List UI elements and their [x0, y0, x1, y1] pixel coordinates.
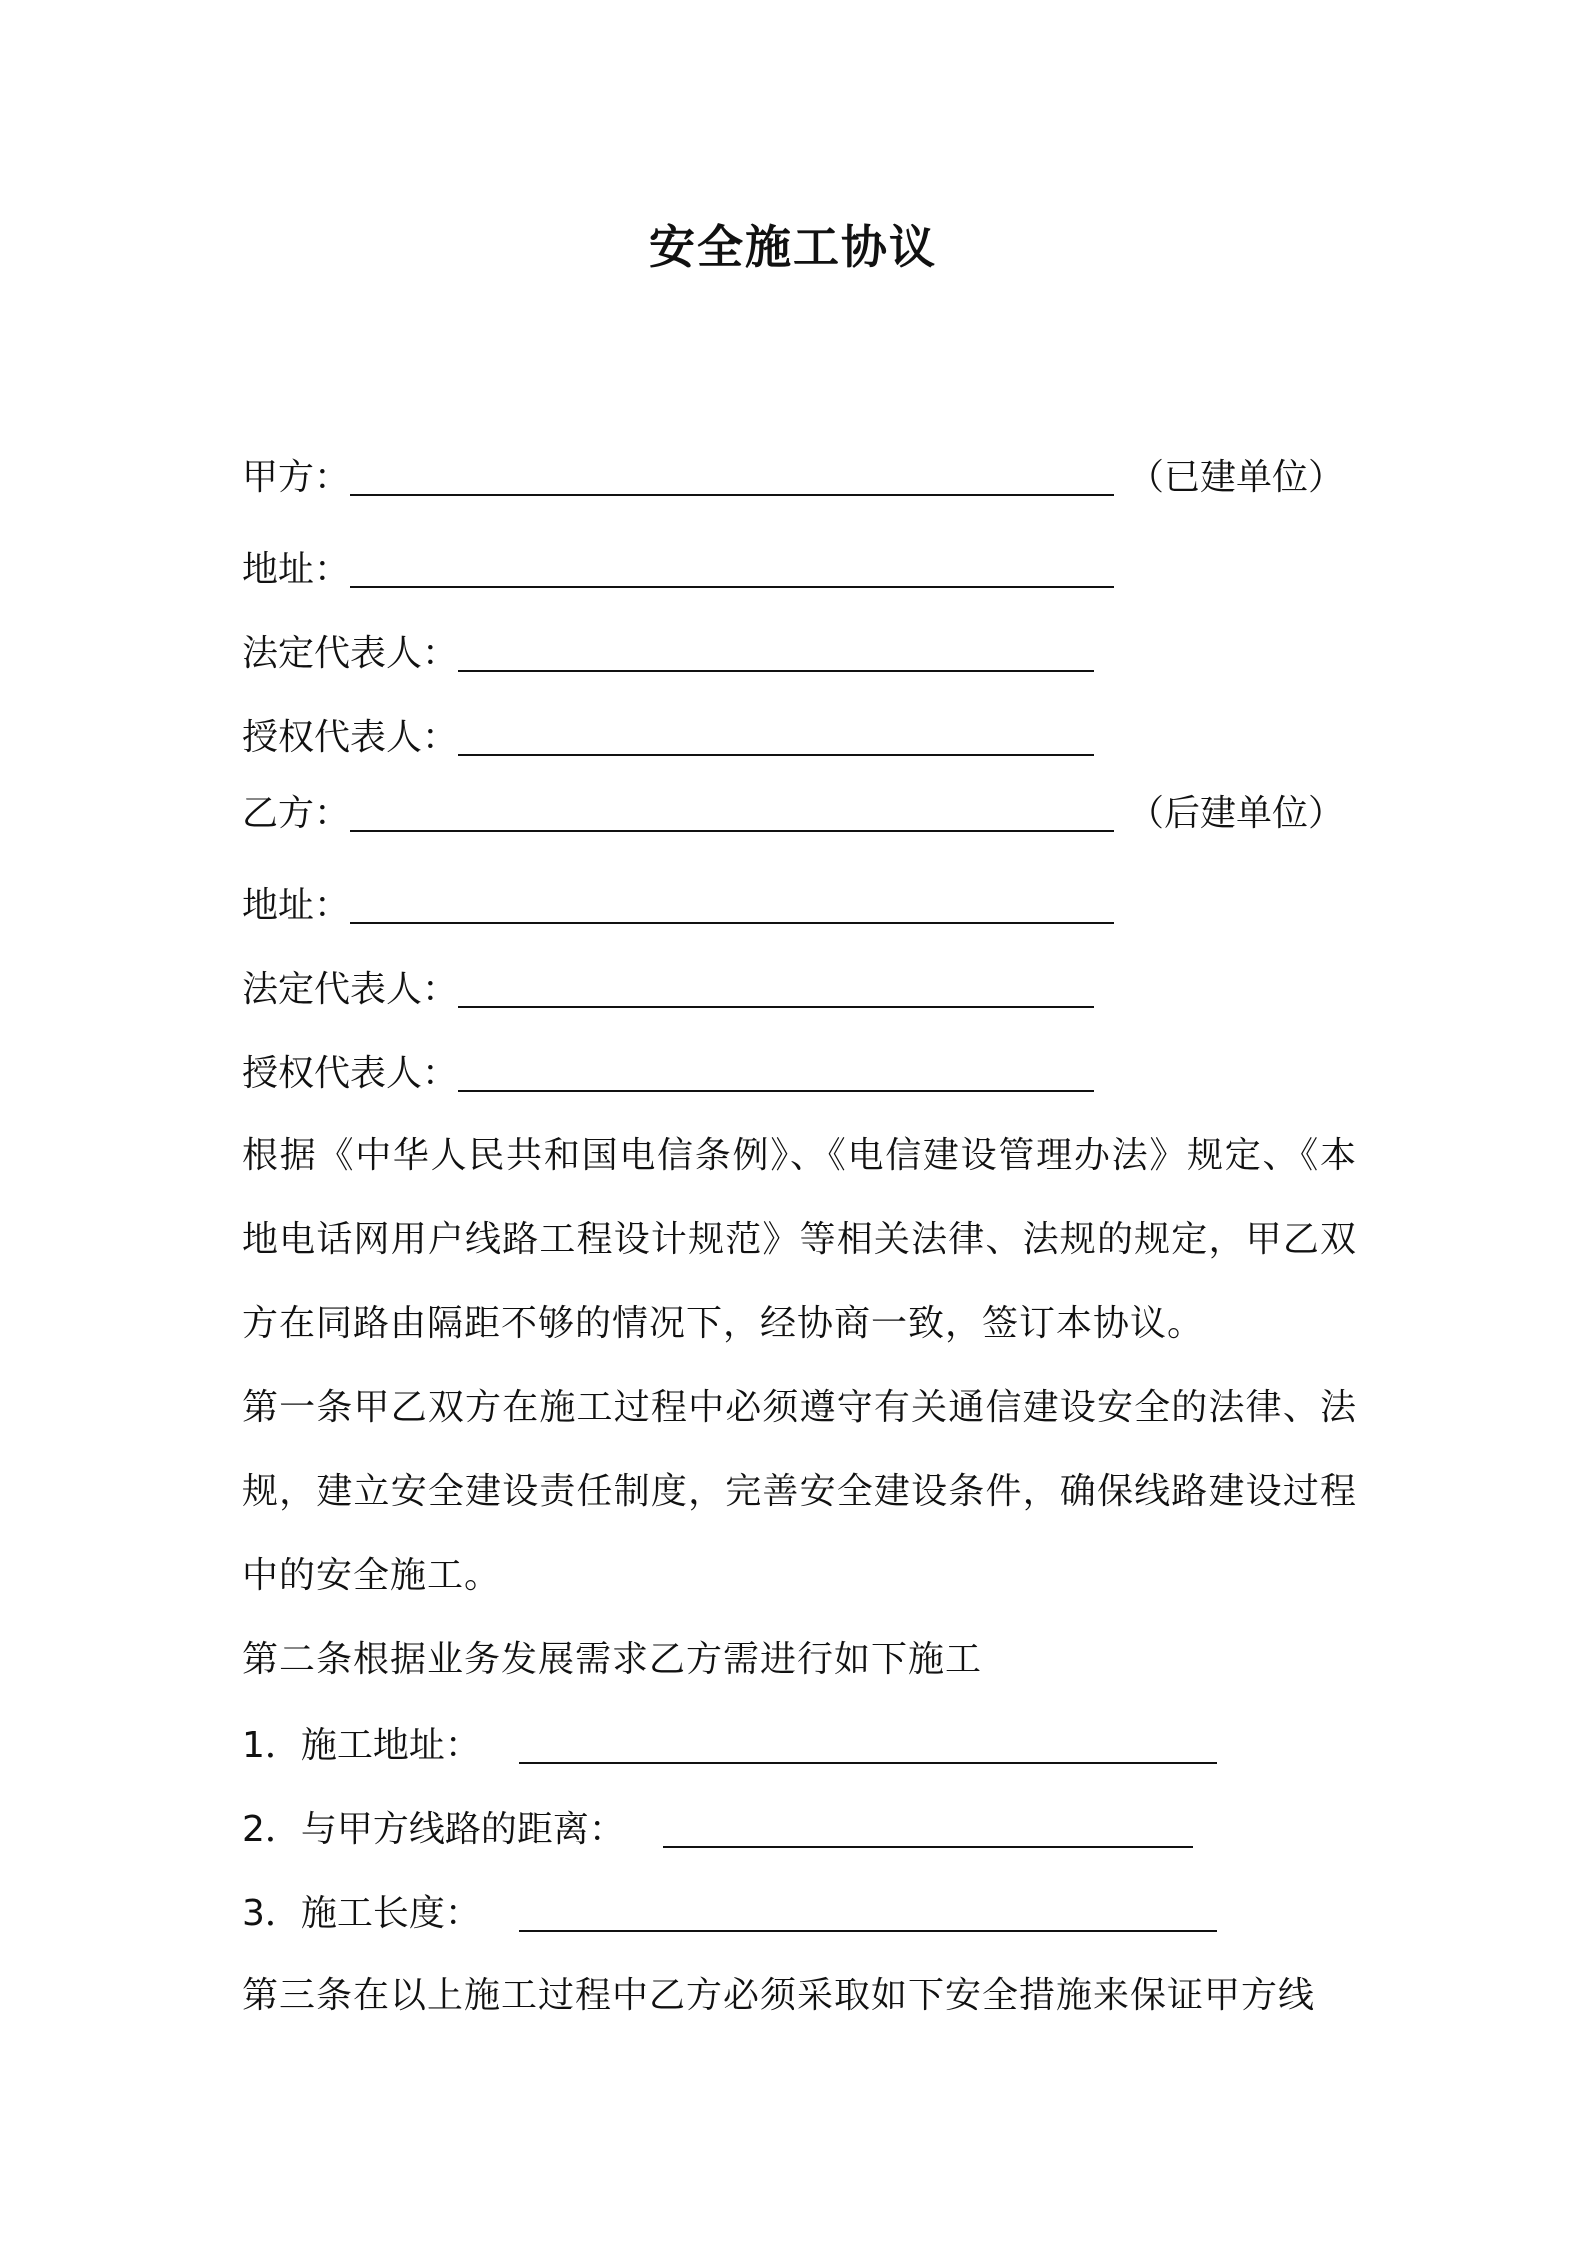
- party-a-legal-rep-blank[interactable]: [458, 630, 1094, 672]
- article-2-item-1: [242, 1716, 1217, 1776]
- party-b-blank[interactable]: [350, 790, 1114, 832]
- party-b-legal-rep-blank[interactable]: [458, 966, 1094, 1008]
- party-b-legal-rep-label: 法定代表人：: [242, 969, 459, 1010]
- article-2-item-3-blank[interactable]: [519, 1890, 1217, 1932]
- party-b-label: 乙方：: [242, 793, 351, 834]
- article-2-item-1-blank[interactable]: [519, 1722, 1217, 1764]
- party-b-address-label: 地址：: [242, 885, 351, 926]
- party-b-auth-rep-label: 授权代表人：: [242, 1053, 459, 1094]
- article-3-paragraph: 第三条在以上施工过程中乙方必须采取如下安全措施来保证甲方线: [242, 1975, 1316, 2016]
- party-a-blank[interactable]: [350, 454, 1114, 496]
- party-a-address-blank[interactable]: [350, 546, 1114, 588]
- article-2-item-2: [242, 1800, 1193, 1860]
- party-a-auth-rep-row: [242, 708, 1094, 768]
- party-a-address-label: 地址：: [242, 549, 351, 590]
- party-b-address-row: [242, 876, 1114, 936]
- party-a-suffix: （已建单位）: [1128, 457, 1345, 498]
- article-2-item-2-label: 2．与甲方线路的距离：: [242, 1809, 625, 1850]
- party-a-auth-rep-blank[interactable]: [458, 714, 1094, 756]
- preamble-paragraph: 根据《中华人民共和国电信条例》、《电信建设管理办法》规定、《本地电话网用户线路工程设计规范》等相关法律、法规的规定，甲乙双方在同路由隔距不够的情况下，经协商一致，签订本协议。: [242, 1135, 1357, 1344]
- article-2-heading: 第二条根据业务发展需求乙方需进行如下施工: [242, 1639, 983, 1680]
- party-b-auth-rep-row: [242, 1044, 1094, 1104]
- party-b-address-blank[interactable]: [350, 882, 1114, 924]
- party-b-suffix: （后建单位）: [1128, 793, 1345, 834]
- article-2-item-3: [242, 1884, 1217, 1944]
- party-a-auth-rep-label: 授权代表人：: [242, 717, 459, 758]
- article-2-item-1-label: 1．施工地址：: [242, 1725, 481, 1766]
- party-a-address-row: [242, 540, 1114, 600]
- party-a-label: 甲方：: [242, 457, 351, 498]
- party-a-legal-rep-label: 法定代表人：: [242, 633, 459, 674]
- party-a-legal-rep-row: [242, 624, 1094, 684]
- article-1-paragraph: 第一条甲乙双方在施工过程中必须遵守有关通信建设安全的法律、法规，建立安全建设责任制度，完善安全建设条件，确保线路建设过程中的安全施工。: [242, 1387, 1357, 1596]
- article-2-item-3-label: 3．施工长度：: [242, 1893, 481, 1934]
- party-b-legal-rep-row: [242, 960, 1094, 1020]
- party-a-row: [242, 448, 1344, 508]
- document-title: 安全施工协议: [649, 220, 937, 274]
- party-b-row: [242, 784, 1344, 844]
- article-2-item-2-blank[interactable]: [663, 1806, 1193, 1848]
- party-b-auth-rep-blank[interactable]: [458, 1050, 1094, 1092]
